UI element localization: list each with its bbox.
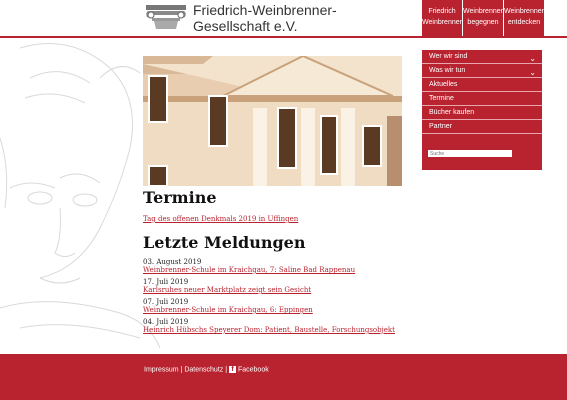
top-nav-weinbrenner-entdecken[interactable]: Weinbrenner entdecken [504,0,544,36]
background-portrait-sketch [0,38,160,354]
top-nav-friedrich-weinbrenner[interactable]: Friedrich Weinbrenner [422,0,462,36]
hero-building-image [143,56,402,186]
news-link[interactable]: Weinbrenner-Schule im Kraichgau, 6: Eppingen [143,306,313,314]
main-content [143,188,413,334]
news-date: 04. Juli 2019 [143,318,189,326]
news-link[interactable]: Heinrich Hübschs Speyerer Dom: Patient, Baustelle, Forschungsobjekt [143,326,395,334]
news-link[interactable]: Karlsruhes neuer Marktplatz zeigt sein Gesicht [143,286,312,294]
sidebar-item-aktuelles[interactable] [422,78,542,92]
sidebar-item-label: Bücher kaufen [429,109,475,116]
sidebar-item-label: Was wir tun [429,67,466,74]
sidebar-item-label: Termine [429,95,454,102]
capital-logo-icon[interactable] [143,4,189,30]
sidebar-item-partner[interactable] [422,120,542,134]
site-title-line-2: Gesellschaft e.V. [193,18,298,34]
news-item [143,258,413,274]
meldungen-heading: Letzte Meldungen [143,233,306,252]
footer-datenschutz-link[interactable]: Datenschutz [184,366,224,374]
sidebar-item-label: Wer wir sind [429,53,468,60]
sidebar-item-termine[interactable] [422,92,542,106]
sidebar-item-label: Partner [429,123,452,130]
news-date: 07. Juli 2019 [143,298,189,306]
chevron-down-icon[interactable]: ⌄ [529,54,536,63]
top-nav-weinbrenner-begegnen[interactable]: Weinbrenner begegnen [463,0,503,36]
footer-links [144,366,269,373]
top-navigation [422,0,544,36]
sidebar-item-buecher-kaufen[interactable] [422,106,542,120]
facebook-icon[interactable]: f [229,366,236,373]
footer-facebook-link[interactable]: Facebook [237,366,269,374]
news-list [143,258,413,334]
site-title-line-1: Friedrich-Weinbrenner- [193,2,337,18]
footer-separator: | [180,366,183,374]
chevron-down-icon[interactable]: ⌄ [529,68,536,77]
footer-impressum-link[interactable]: Impressum [144,366,179,374]
sidebar-item-label: Aktuelles [429,81,458,88]
sidebar-item-was-wir-tun[interactable] [422,64,542,78]
news-date: 03. August 2019 [143,258,202,266]
news-link[interactable]: Weinbrenner-Schule im Kraichgau, 7: Saline Bad Rappenau [143,266,356,274]
footer-separator: | [225,366,228,374]
news-date: 17. Juli 2019 [143,278,189,286]
news-item [143,278,413,294]
news-item [143,298,413,314]
termine-link[interactable]: Tag des offenen Denkmals 2019 in Uffingen [143,215,299,223]
sidebar-item-wer-wir-sind[interactable] [422,50,542,64]
termine-heading: Termine [143,188,217,207]
news-item [143,318,413,334]
search-input[interactable] [428,150,512,157]
site-title[interactable] [193,2,337,34]
site-footer [0,354,567,400]
